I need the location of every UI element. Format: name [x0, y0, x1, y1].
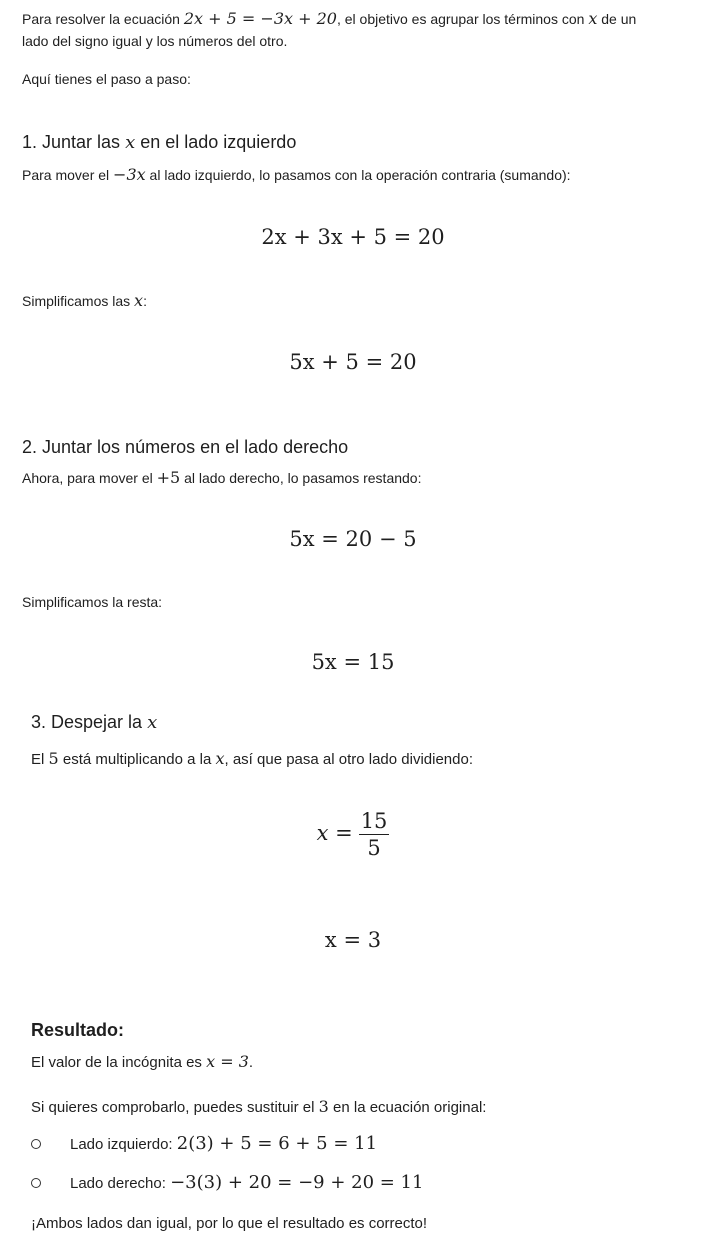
fraction-lhs: x =: [316, 821, 353, 845]
fraction-numerator: 15: [360, 809, 388, 833]
bullet-icon: [31, 1178, 41, 1188]
step2-simplify: Simplificamos la resta:: [22, 594, 163, 610]
step1-text: [22, 164, 692, 186]
intro-text: Para resolver la ecuación: [22, 11, 184, 27]
step1-simplify-text: Simplificamos las: [22, 293, 135, 309]
check-number: 3: [318, 1097, 329, 1116]
result-text-part: El valor de la incógnita es: [31, 1054, 207, 1071]
step1-text-part: Para mover el: [22, 167, 114, 183]
result-math: x = 3: [206, 1052, 249, 1071]
step3-variable: x: [215, 749, 225, 768]
result-heading: Resultado:: [31, 1020, 125, 1040]
step3-heading-variable: x: [147, 712, 158, 733]
check-text-part: en la ecuación original:: [328, 1099, 487, 1116]
result-text: [31, 1050, 692, 1075]
intro-equation: 2x + 5 = −3x + 20: [183, 9, 337, 28]
list-item-math: 2(3) + 5 = 6 + 5 = 11: [176, 1133, 378, 1154]
check-text: [31, 1095, 692, 1120]
list-item: [70, 1132, 692, 1157]
step2-equation-2: 5x = 15: [311, 650, 395, 674]
list-item: [70, 1171, 692, 1196]
intro-text: , el objetivo es agrupar los términos con: [336, 11, 589, 27]
step3-text: [31, 747, 692, 772]
step2-text-part: Ahora, para mover el: [22, 470, 157, 486]
step3-equation-2: x = 3: [324, 928, 382, 952]
step1-heading-text: 1. Juntar las: [22, 132, 126, 152]
step1-simplify: [22, 290, 692, 312]
step2-math: +5: [156, 468, 181, 487]
step1-simplify-text: :: [143, 293, 147, 309]
intro-variable: x: [588, 9, 598, 28]
intro-paragraph: [22, 8, 692, 52]
step1-heading-text: en el lado izquierdo: [135, 132, 297, 152]
step3-heading: [31, 710, 692, 735]
step2-text-part: al lado derecho, lo pasamos restando:: [180, 470, 422, 486]
step1-heading: [22, 130, 692, 155]
step1-equation-2: 5x + 5 = 20: [289, 350, 417, 374]
step3-text-part: El: [31, 751, 49, 768]
fraction: [359, 808, 390, 861]
step1-simplify-variable: x: [134, 291, 144, 310]
intro-steps-line: Aquí tienes el paso a paso:: [22, 71, 191, 87]
step2-equation-1: 5x = 20 − 5: [289, 527, 417, 551]
bullet-icon: [31, 1139, 41, 1149]
list-item-label: Lado derecho:: [70, 1175, 171, 1192]
step3-text-part: está multiplicando a la: [58, 751, 216, 768]
step1-equation-1: 2x + 3x + 5 = 20: [261, 225, 445, 249]
step1-math: −3x: [113, 165, 146, 184]
final-text: ¡Ambos lados dan igual, por lo que el resultado es correcto!: [31, 1215, 428, 1232]
step3-text-part: , así que pasa al otro lado dividiendo:: [224, 751, 474, 768]
result-text-part: .: [248, 1054, 254, 1071]
step2-text: [22, 467, 692, 489]
step3-number: 5: [48, 749, 59, 768]
intro-text: lado del signo igual y los números del otro.: [22, 33, 288, 49]
check-text-part: Si quieres comprobarlo, puedes sustituir el: [31, 1099, 319, 1116]
list-item-math: −3(3) + 20 = −9 + 20 = 11: [170, 1172, 424, 1193]
list-item-label: Lado izquierdo:: [70, 1136, 177, 1153]
step1-text-part: al lado izquierdo, lo pasamos con la operación contraria (sumando):: [145, 167, 571, 183]
step1-heading-variable: x: [125, 132, 136, 153]
step3-fraction-equation: [0, 808, 706, 861]
fraction-denominator: 5: [367, 836, 381, 860]
intro-text: de un: [597, 11, 637, 27]
step2-heading: 2. Juntar los números en el lado derecho: [22, 437, 349, 457]
step3-heading-text: 3. Despejar la: [31, 712, 148, 732]
